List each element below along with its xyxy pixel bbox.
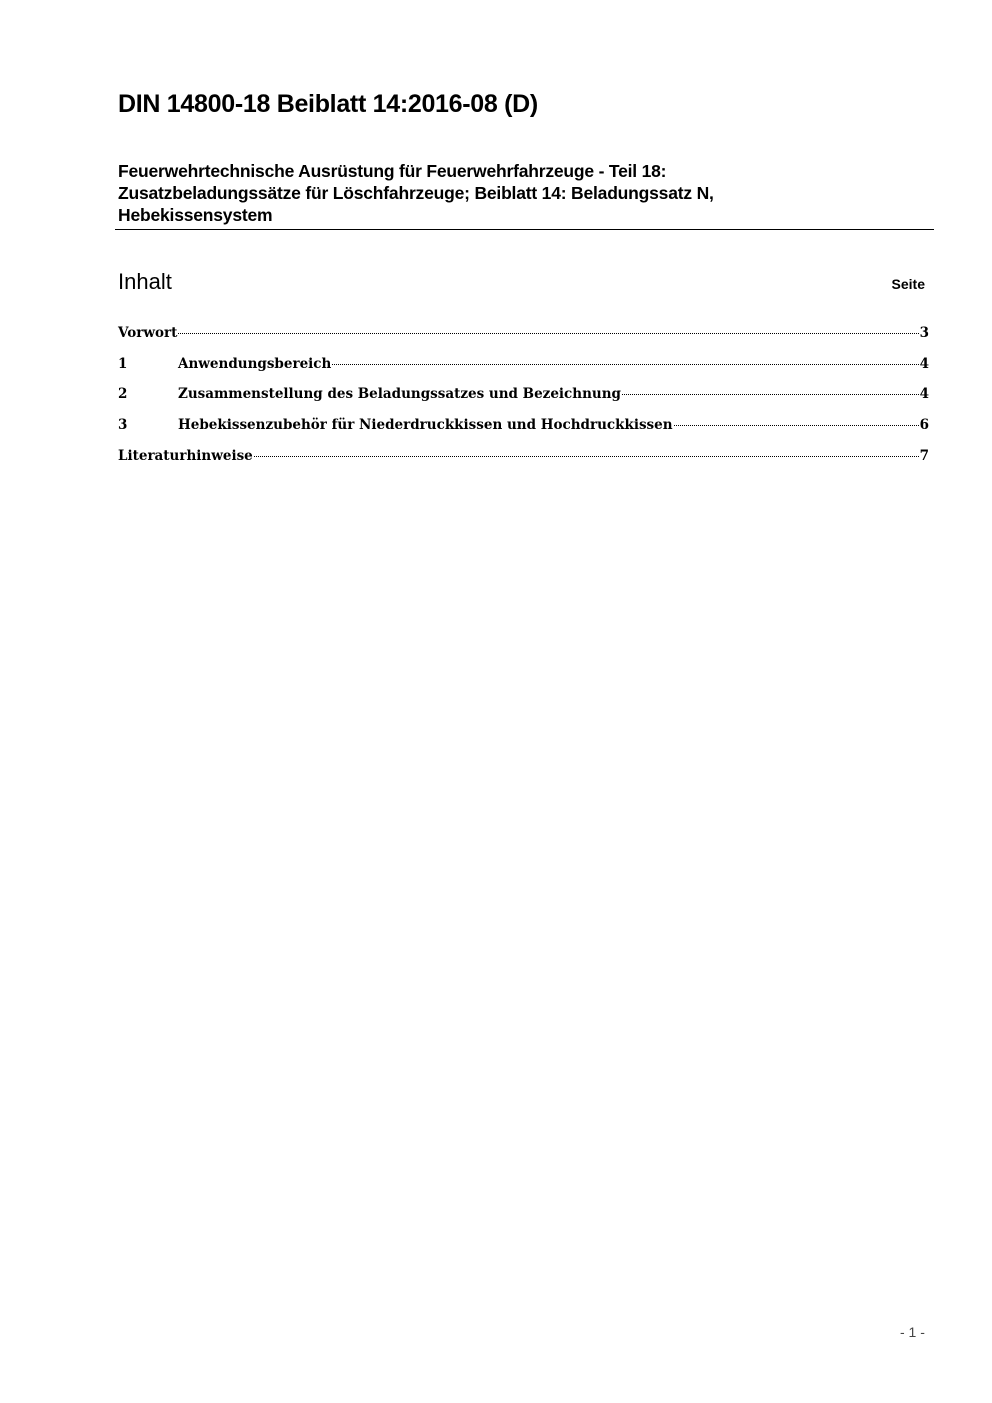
toc-entry-page: 6 [919, 417, 929, 434]
toc-heading: Inhalt [118, 269, 172, 294]
toc-entry-number: 1 [118, 355, 128, 372]
toc-entry-number: 2 [118, 386, 128, 403]
toc-entry-vorwort[interactable] [118, 325, 929, 356]
page-number: - 1 - [900, 1324, 925, 1340]
toc-entry-title[interactable]: Literaturhinweise [118, 447, 253, 464]
toc-entry-1[interactable] [118, 356, 929, 387]
document-subtitle [118, 160, 918, 226]
subtitle-line: Zusatzbeladungssätze für Löschfahrzeuge; Beiblatt 14: Beladungssatz N, [118, 183, 714, 203]
subtitle-line: Feuerwehrtechnische Ausrüstung für Feuerwehrfahrzeuge - Teil 18: [118, 161, 667, 181]
toc-entry-title[interactable]: Zusammenstellung des Beladungssatzes und Bezeichnung [178, 386, 621, 403]
toc-entry-number: 3 [118, 417, 128, 434]
toc-entry-title[interactable]: Hebekissenzubehör für Niederdruckkissen und Hochdruckkissen [178, 417, 673, 434]
toc-entry-page: 7 [919, 447, 929, 464]
toc-entry-page: 4 [919, 386, 929, 403]
page-column-label: Seite [891, 276, 925, 292]
toc-entry-3[interactable] [118, 417, 929, 448]
subtitle-line: Hebekissensystem [118, 205, 273, 225]
toc-entry-literaturhinweise[interactable] [118, 448, 929, 479]
toc-entry-page: 4 [919, 355, 929, 372]
toc-entry-2[interactable] [118, 386, 929, 417]
toc-entry-title[interactable]: Vorwort [118, 325, 178, 341]
dot-leader [622, 394, 919, 395]
dot-leader [674, 425, 919, 426]
table-of-contents [118, 325, 929, 478]
dot-leader [178, 333, 918, 334]
dot-leader [332, 364, 918, 365]
dot-leader [254, 456, 919, 457]
document-title: DIN 14800-18 Beiblatt 14:2016-08 (D) [118, 90, 538, 118]
title-divider [115, 229, 934, 230]
toc-entry-title[interactable]: Anwendungsbereich [178, 355, 332, 372]
toc-entry-page: 3 [919, 325, 929, 341]
